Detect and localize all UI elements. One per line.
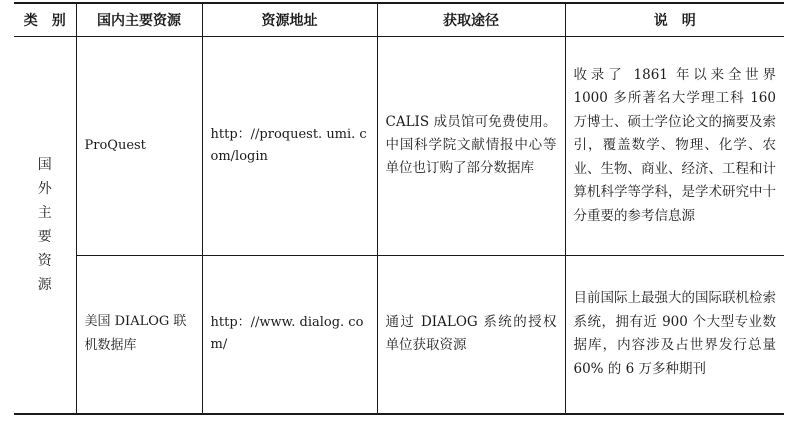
category-char: 要 <box>37 229 52 245</box>
header-access: 获取途径 <box>377 3 565 37</box>
resource-access: 通过 DIALOG 系统的授权单位获取资源 <box>377 255 565 414</box>
resource-name: 美国 DIALOG 联机数据库 <box>76 255 202 414</box>
header-category: 类 别 <box>14 3 76 37</box>
resource-access: CALIS 成员馆可免费使用。中国科学院文献情报中心等单位也订购了部分数据库 <box>377 37 565 256</box>
resource-description: 目前国际上最强大的国际联机检索系统，拥有近 900 个大型专业数据库，内容涉及占世界发行总量 60% 的 6 万多种期刊 <box>565 255 784 414</box>
category-char: 源 <box>37 277 52 293</box>
header-row <box>14 3 784 37</box>
category-cell <box>14 37 76 415</box>
header-resource: 国内主要资源 <box>76 3 202 37</box>
resource-table <box>14 2 784 415</box>
category-char: 资 <box>37 253 52 269</box>
resource-name: ProQuest <box>76 37 202 256</box>
resource-url: http：//www. dialog. com/ <box>202 255 377 414</box>
category-char: 外 <box>37 181 52 197</box>
table-row <box>14 37 784 256</box>
resource-url: http：//proquest. umi. com/login <box>202 37 377 256</box>
category-char: 主 <box>37 205 52 221</box>
header-url: 资源地址 <box>202 3 377 37</box>
resource-description: 收录了 1861 年以来全世界 1000 多所著名大学理工科 160 万博士、硕士学位论文的摘要及索引，覆盖数学、物理、化学、农业、生物、商业、经济、工程和计算机科学等学科，是学术研究中十分重要的参考信息源 <box>565 37 784 256</box>
header-description: 说 明 <box>565 3 784 37</box>
table-row <box>14 255 784 414</box>
category-char: 国 <box>37 157 52 173</box>
